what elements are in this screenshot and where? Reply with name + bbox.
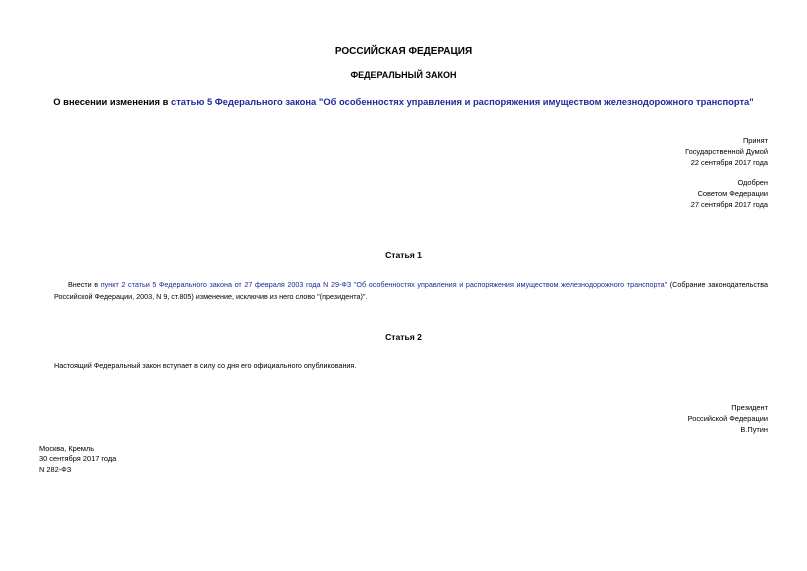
document-type-heading: ФЕДЕРАЛЬНЫЙ ЗАКОН	[350, 70, 457, 80]
adopted-body: Государственной Думой	[685, 146, 768, 156]
signing-date: 30 сентября 2017 года	[39, 454, 117, 464]
article-1-text-before: Внести в	[68, 280, 101, 289]
article-1-link[interactable]: пункт 2 статьи 5 Федерального закона от 27 февраля 2003 года N 29-ФЗ "Об особенностях управления и распоряжения имуществом железнодорожного транспорта"	[100, 280, 668, 289]
adopted-block	[685, 136, 768, 168]
article-2-heading: Статья 2	[385, 332, 422, 342]
approved-block	[691, 178, 768, 210]
article-2-text: Настоящий Федеральный закон вступает в силу со дня его официального опубликования.	[54, 361, 357, 370]
approved-label: Одобрен	[737, 178, 768, 187]
place-date-block	[39, 444, 116, 475]
approved-date: 27 сентября 2017 года	[690, 199, 768, 209]
article-1-text	[54, 279, 768, 303]
law-number: N 282-ФЗ	[39, 464, 72, 474]
signature-title: Президент	[731, 403, 768, 412]
country-heading: РОССИЙСКАЯ ФЕДЕРАЦИЯ	[334, 46, 473, 57]
adopted-date: 22 сентября 2017 года	[690, 157, 768, 167]
article-1-heading: Статья 1	[385, 250, 422, 260]
adopted-label: Принят	[742, 136, 768, 145]
signature-country: Российской Федерации	[687, 413, 768, 423]
law-title-prefix: О внесении изменения в	[53, 96, 171, 107]
article-1-text-after: (Собрание законодательства Российской Федерации, 2003, N 9, ст.805) изменение, исключив из него слово "(президента)".	[54, 280, 768, 301]
signature-name: В.Путин	[740, 424, 768, 434]
signature-block	[688, 403, 768, 435]
approved-body: Советом Федерации	[697, 188, 768, 198]
law-title	[0, 96, 807, 107]
law-title-link[interactable]: статью 5 Федерального закона "Об особенностях управления и распоряжения имуществом железнодорожного транспорта"	[171, 96, 754, 107]
place: Москва, Кремль	[39, 444, 95, 453]
